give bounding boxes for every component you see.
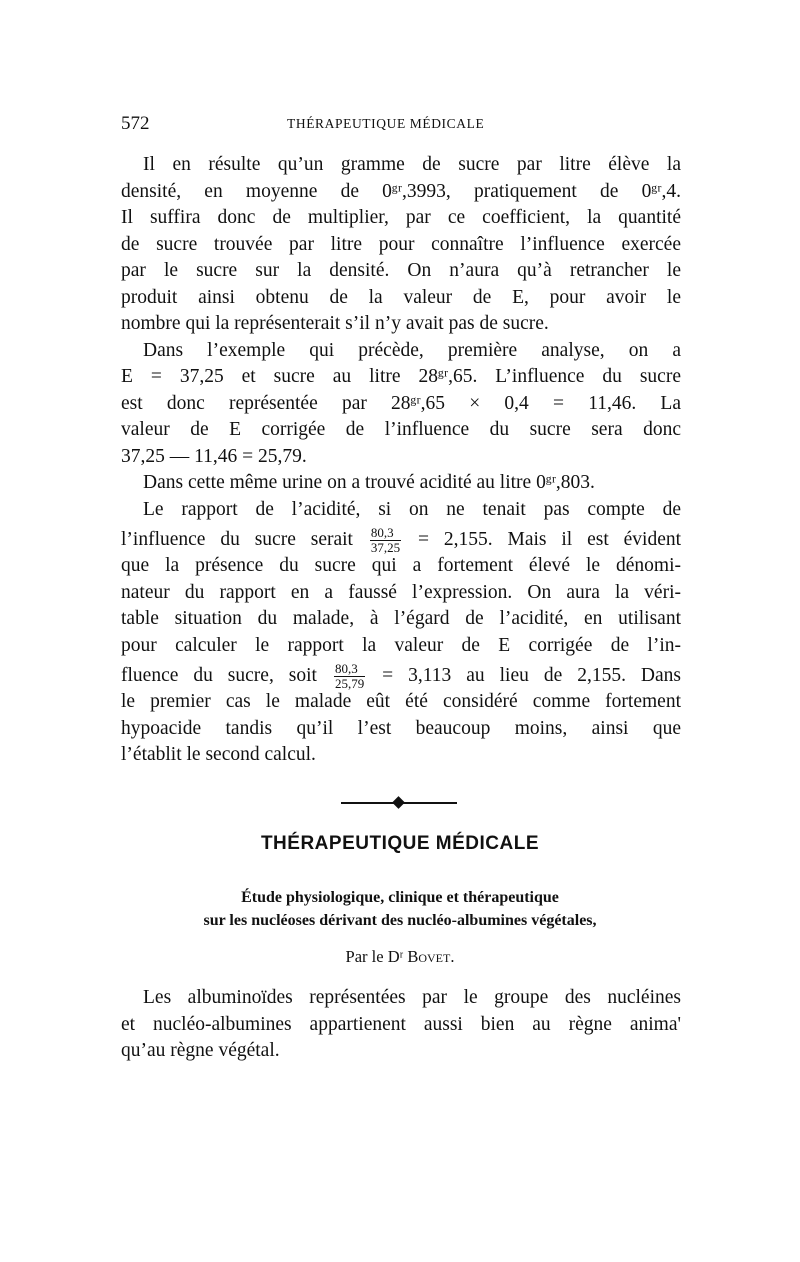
text-line: Il en résulte qu’un gramme de sucre par litre élève la — [143, 154, 681, 175]
text-line: nombre qui la représenterait s’il n’y avait pas de sucre. — [121, 313, 549, 334]
text-line-with-fraction — [121, 523, 682, 556]
text-line: hypoacide tandis qu’il l’est beaucoup moins, ainsi que — [121, 717, 681, 739]
fraction-denominator: 37,25 — [370, 540, 401, 556]
text-line: E = 37,25 et sucre au litre 28ᵍʳ,65. L’influence du sucre — [121, 366, 681, 387]
section-divider-ornament — [341, 797, 457, 809]
text-segment: fluence du sucre, soit — [121, 665, 317, 686]
page-header — [121, 113, 681, 137]
text-line: est donc représentée par 28ᵍʳ,65 × 0,4 = 11,46. La — [121, 392, 681, 414]
text-line: produit ainsi obtenu de la valeur de E, pour avoir le — [121, 286, 681, 308]
section-title: THÉRAPEUTIQUE MÉDICALE — [260, 833, 540, 854]
article-title-line: sur les nucléoses dérivant des nucléo-albumines végétales, — [203, 912, 597, 929]
divider-rule — [401, 802, 457, 804]
text-segment: = 3,113 au lieu de 2,155. Dans — [382, 665, 682, 686]
fraction — [334, 662, 365, 691]
text-line: Il suffira donc de multiplier, par ce coefficient, la quantité — [121, 207, 681, 228]
fraction — [370, 526, 401, 555]
text-line: le premier cas le malade eût été considéré comme fortement — [121, 691, 681, 712]
fraction-numerator: 80,3 — [334, 662, 365, 677]
text-segment: = 2,155. Mais il est évident — [418, 529, 682, 550]
running-head: THÉRAPEUTIQUE MÉDICALE — [287, 116, 485, 131]
author-name: Bovet. — [407, 947, 455, 966]
text-line: table situation du malade, à l’égard de l’acidité, en utilisant — [121, 608, 681, 629]
text-line: Dans cette même urine on a trouvé acidité au litre 0ᵍʳ,803. — [143, 472, 595, 493]
article-text — [121, 985, 681, 1065]
text-line: nateur du rapport en a faussé l’expression. On aura la véri- — [121, 581, 681, 603]
author-prefix: Par le Dʳ — [345, 947, 404, 966]
page-number: 572 — [121, 113, 150, 134]
text-line: l’établit le second calcul. — [121, 744, 316, 765]
text-line: qu’au règne végétal. — [121, 1040, 280, 1061]
fraction-denominator: 25,79 — [334, 676, 365, 692]
text-line: de sucre trouvée par litre pour connaître l’influence exercée — [121, 233, 681, 255]
text-line: par le sucre sur la densité. On n’aura qu’à retrancher le — [121, 260, 681, 281]
article-author — [0, 947, 800, 967]
text-line: Dans l’exemple qui précède, première analyse, on a — [143, 339, 681, 361]
text-line: 37,25 — 11,46 = 25,79. — [121, 445, 307, 467]
text-line: et nucléo-albumines appartienent aussi bien au règne anima' — [121, 1013, 681, 1035]
article-title-line: Étude physiologique, clinique et thérapeutique — [241, 889, 559, 906]
text-line: Le rapport de l’acidité, si on ne tenait pas compte de — [143, 498, 681, 520]
text-line: densité, en moyenne de 0ᵍʳ,3993, pratiquement de 0ᵍʳ,4. — [121, 180, 681, 202]
text-line-with-fraction — [121, 659, 682, 692]
text-line: valeur de E corrigée de l’influence du sucre sera donc — [121, 419, 681, 440]
divider-rule — [341, 802, 397, 804]
text-line: que la présence du sucre qui a fortement élevé le dénomi- — [121, 555, 681, 576]
text-segment: l’influence du sucre serait — [121, 529, 353, 550]
main-text — [121, 152, 681, 769]
text-line: Les albuminoïdes représentées par le groupe des nucléines — [143, 987, 681, 1008]
text-line: pour calculer le rapport la valeur de E corrigée de l’in- — [121, 634, 681, 656]
fraction-numerator: 80,3 — [370, 526, 401, 541]
